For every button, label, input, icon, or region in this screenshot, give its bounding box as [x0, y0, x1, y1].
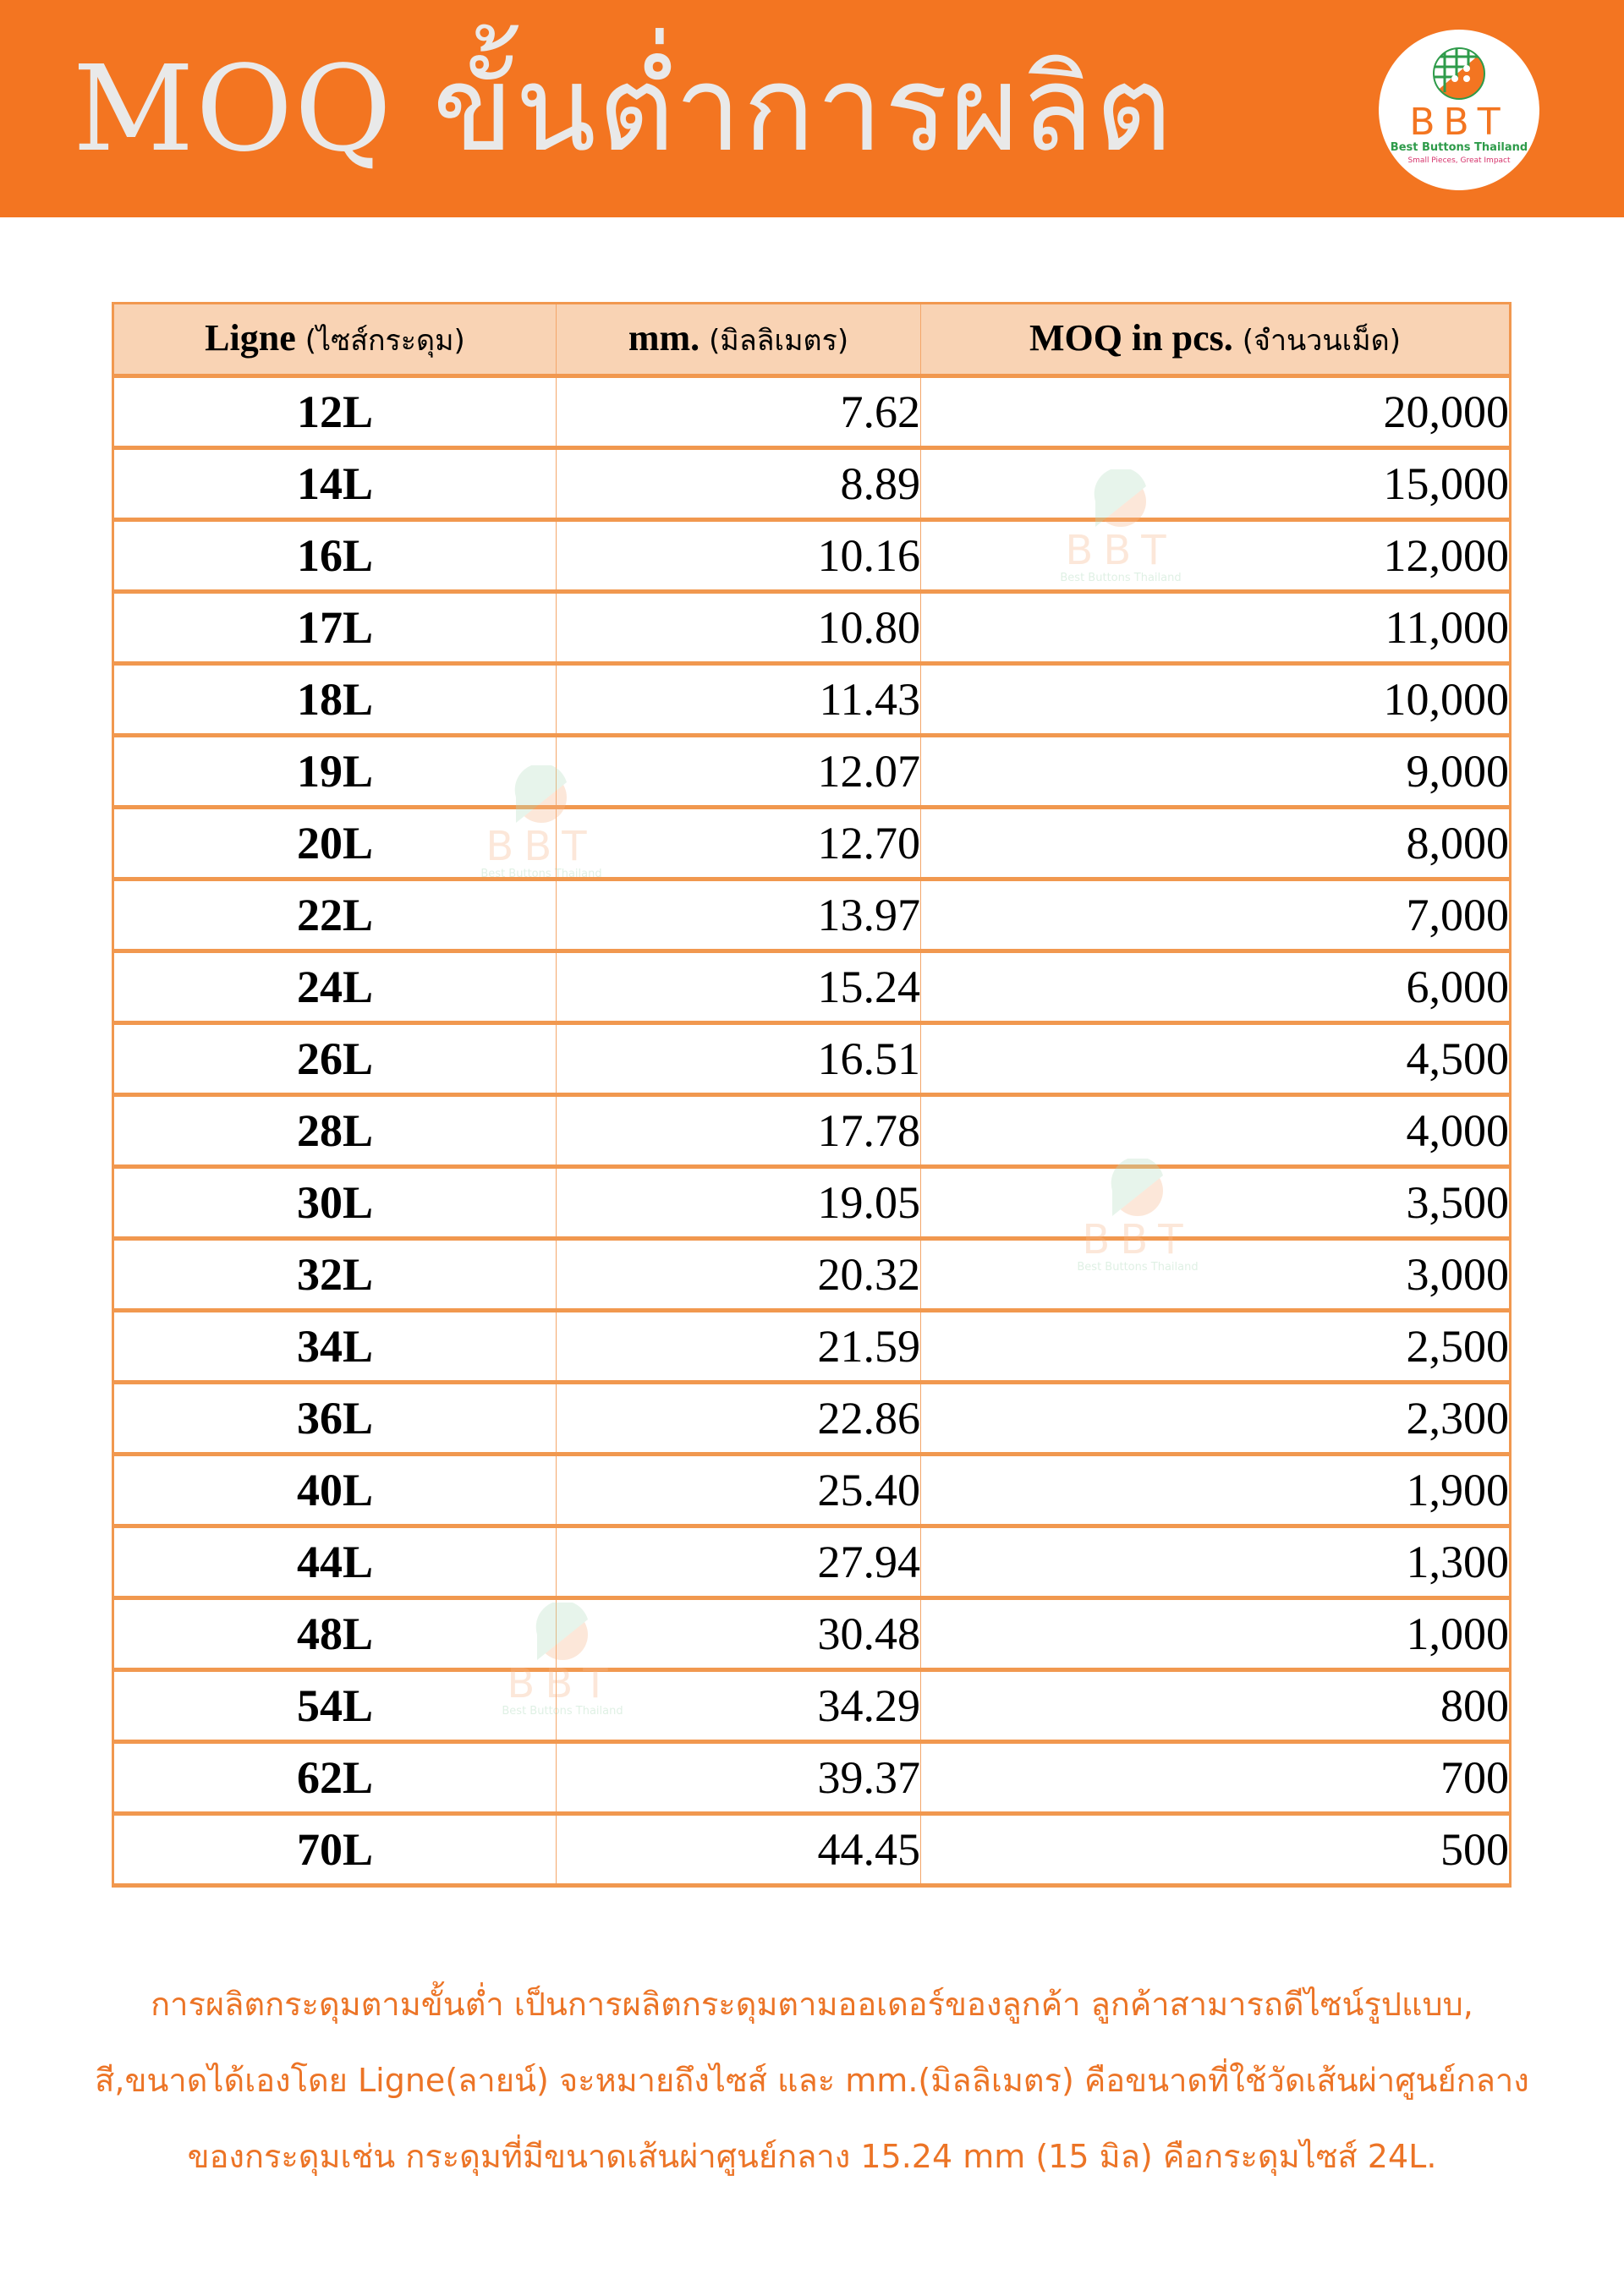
- table-row: [113, 1742, 1511, 1814]
- table-row: [113, 1023, 1511, 1095]
- moq-cell: 11,000: [921, 592, 1511, 664]
- svg-text:BBT: BBT: [1065, 527, 1177, 574]
- mm-cell: 11.43: [557, 664, 921, 736]
- table-row: [113, 1598, 1511, 1670]
- mm-cell: 44.45: [557, 1814, 921, 1886]
- ligne-cell: 17L: [113, 592, 557, 664]
- svg-text:BBT: BBT: [486, 823, 597, 870]
- mm-cell: 25.40: [557, 1455, 921, 1526]
- ligne-cell: 14L: [113, 448, 557, 520]
- moq-cell: 1,000: [921, 1598, 1511, 1670]
- note-line: ของกระดุมเช่น กระดุมที่มีขนาดเส้นผ่าศูนย์กลาง 15.24 mm (15 มิล) คือกระดุมไซส์ 24L.: [187, 2138, 1437, 2175]
- mm-cell: 15.24: [557, 951, 921, 1023]
- table-row: [113, 520, 1511, 592]
- ligne-cell: 40L: [113, 1455, 557, 1526]
- mm-cell: 7.62: [557, 376, 921, 448]
- mm-cell: 27.94: [557, 1526, 921, 1598]
- table-row: [113, 1095, 1511, 1167]
- table-row: [113, 1670, 1511, 1742]
- moq-cell: 15,000: [921, 448, 1511, 520]
- ligne-cell: 70L: [113, 1814, 557, 1886]
- table-row: [113, 1814, 1511, 1886]
- svg-text:Small Pieces, Great Impact: Small Pieces, Great Impact: [1407, 156, 1511, 165]
- ligne-cell: 32L: [113, 1239, 557, 1311]
- mm-cell: 34.29: [557, 1670, 921, 1742]
- mm-cell: 22.86: [557, 1383, 921, 1455]
- moq-cell: 12,000: [921, 520, 1511, 592]
- ligne-cell: 36L: [113, 1383, 557, 1455]
- ligne-cell: 22L: [113, 879, 557, 951]
- svg-text:Best Buttons Thailand: Best Buttons Thailand: [1390, 141, 1528, 154]
- svg-text:Best Buttons Thailand: Best Buttons Thailand: [1077, 1261, 1199, 1274]
- ligne-cell: 16L: [113, 520, 557, 592]
- ligne-cell: 30L: [113, 1167, 557, 1239]
- note-line: สี,ขนาดได้เองโดย Ligne(ลายน์) จะหมายถึงไซส์ และ mm.(มิลลิเมตร) คือขนาดที่ใช้วัดเส้นผ่าศูนย์กลาง: [95, 2062, 1529, 2099]
- table-row: [113, 664, 1511, 736]
- ligne-cell: 44L: [113, 1526, 557, 1598]
- moq-cell: 3,500: [921, 1167, 1511, 1239]
- moq-cell: 2,500: [921, 1311, 1511, 1383]
- svg-text:Best Buttons Thailand: Best Buttons Thailand: [1060, 572, 1182, 584]
- moq-cell: 4,000: [921, 1095, 1511, 1167]
- table-row: [113, 1455, 1511, 1526]
- mm-cell: 10.80: [557, 592, 921, 664]
- moq-table: [112, 302, 1512, 1888]
- svg-text:Best Buttons Thailand: Best Buttons Thailand: [480, 868, 602, 880]
- ligne-cell: 26L: [113, 1023, 557, 1095]
- mm-cell: 21.59: [557, 1311, 921, 1383]
- svg-text:BBT: BBT: [1082, 1216, 1193, 1263]
- moq-cell: 8,000: [921, 808, 1511, 879]
- table-row: [113, 1239, 1511, 1311]
- explanation-note: [0, 1966, 1624, 2195]
- table-row: [113, 951, 1511, 1023]
- table-row: [113, 1526, 1511, 1598]
- svg-text:BBT: BBT: [507, 1660, 618, 1707]
- moq-cell: 10,000: [921, 664, 1511, 736]
- ligne-cell: 62L: [113, 1742, 557, 1814]
- mm-cell: 12.70: [557, 808, 921, 879]
- moq-cell: 700: [921, 1742, 1511, 1814]
- column-header-mm: mm. (มิลลิเมตร): [557, 304, 921, 376]
- moq-cell: 7,000: [921, 879, 1511, 951]
- ligne-cell: 54L: [113, 1670, 557, 1742]
- table-header-row: [113, 304, 1511, 376]
- moq-cell: 4,500: [921, 1023, 1511, 1095]
- mm-cell: 12.07: [557, 736, 921, 808]
- moq-cell: 1,900: [921, 1455, 1511, 1526]
- column-header-moq: MOQ in pcs. (จำนวนเม็ด): [921, 304, 1511, 376]
- table-row: [113, 1167, 1511, 1239]
- ligne-cell: 18L: [113, 664, 557, 736]
- column-header-ligne: Ligne (ไซส์กระดุม): [113, 304, 557, 376]
- mm-cell: 16.51: [557, 1023, 921, 1095]
- mm-cell: 19.05: [557, 1167, 921, 1239]
- ligne-cell: 28L: [113, 1095, 557, 1167]
- ligne-cell: 48L: [113, 1598, 557, 1670]
- mm-cell: 30.48: [557, 1598, 921, 1670]
- mm-cell: 8.89: [557, 448, 921, 520]
- ligne-cell: 34L: [113, 1311, 557, 1383]
- ligne-cell: 24L: [113, 951, 557, 1023]
- svg-text:BBT: BBT: [1409, 101, 1509, 144]
- moq-cell: 20,000: [921, 376, 1511, 448]
- button-globe-icon: [1379, 30, 1539, 190]
- table-row: [113, 1383, 1511, 1455]
- table-row: [113, 736, 1511, 808]
- moq-cell: 3,000: [921, 1239, 1511, 1311]
- mm-cell: 10.16: [557, 520, 921, 592]
- table-row: [113, 448, 1511, 520]
- mm-cell: 39.37: [557, 1742, 921, 1814]
- table-row: [113, 376, 1511, 448]
- bbt-logo: [1379, 30, 1539, 190]
- moq-cell: 2,300: [921, 1383, 1511, 1455]
- note-line: การผลิตกระดุมตามขั้นต่ำ เป็นการผลิตกระดุมตามออเดอร์ของลูกค้า ลูกค้าสามารถดีไซน์รูปแบบ,: [151, 1986, 1473, 2023]
- moq-cell: 800: [921, 1670, 1511, 1742]
- moq-cell: 6,000: [921, 951, 1511, 1023]
- moq-cell: 9,000: [921, 736, 1511, 808]
- moq-cell: 1,300: [921, 1526, 1511, 1598]
- mm-cell: 13.97: [557, 879, 921, 951]
- ligne-cell: 12L: [113, 376, 557, 448]
- mm-cell: 17.78: [557, 1095, 921, 1167]
- page-title: MOQ ขั้นต่ำการผลิต: [73, 41, 1174, 178]
- mm-cell: 20.32: [557, 1239, 921, 1311]
- table-row: [113, 1311, 1511, 1383]
- ligne-cell: 19L: [113, 736, 557, 808]
- table-row: [113, 879, 1511, 951]
- svg-text:Best Buttons Thailand: Best Buttons Thailand: [502, 1705, 623, 1718]
- ligne-cell: 20L: [113, 808, 557, 879]
- header-bar: [0, 0, 1624, 217]
- moq-cell: 500: [921, 1814, 1511, 1886]
- table-row: [113, 808, 1511, 879]
- table-row: [113, 592, 1511, 664]
